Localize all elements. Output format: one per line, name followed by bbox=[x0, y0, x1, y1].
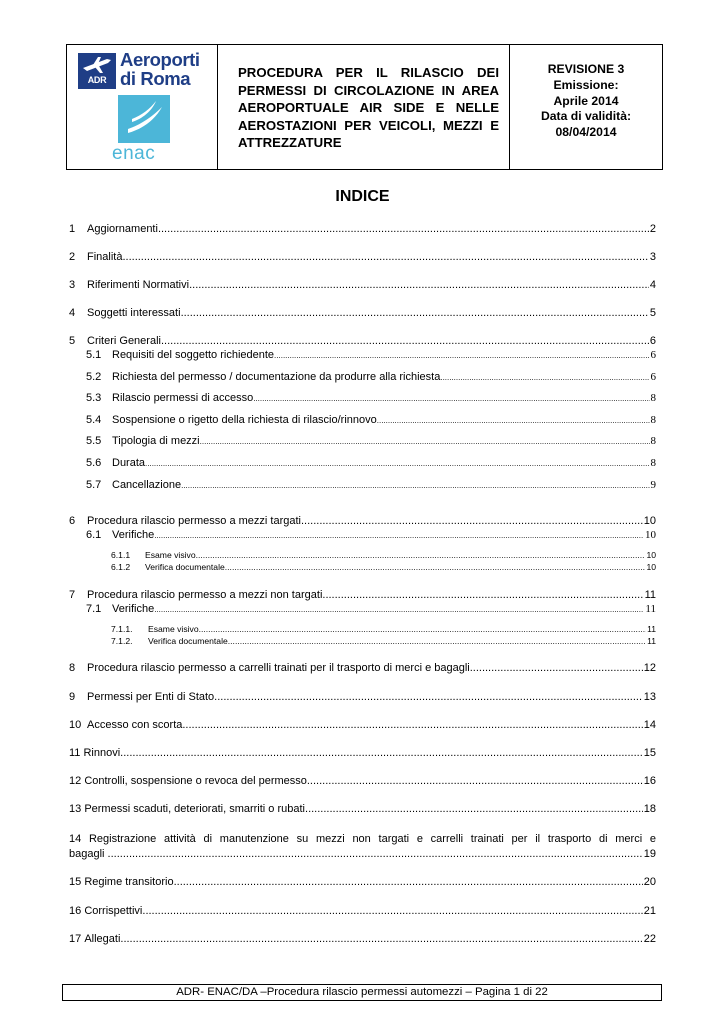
toc-text: Registrazione attività di manutenzione su mezzi non targati e carrelli trainati per il trasporto di merci e bbox=[88, 833, 656, 845]
toc-leader bbox=[440, 373, 649, 382]
toc-page: 11 bbox=[645, 603, 656, 615]
toc-leader bbox=[120, 933, 642, 945]
toc-leader bbox=[307, 775, 643, 787]
toc-leader bbox=[253, 394, 649, 403]
toc-text-continued: bagagli bbox=[69, 848, 105, 860]
toc-number: 4 bbox=[69, 307, 76, 319]
toc-number: 6.1 bbox=[86, 529, 102, 541]
airplane-icon bbox=[81, 56, 113, 74]
toc-leader bbox=[322, 589, 643, 601]
toc-page: 18 bbox=[643, 803, 656, 815]
enac-logo-icon bbox=[118, 95, 170, 143]
toc-entry[interactable] bbox=[69, 933, 656, 945]
toc-text: Tipologia di mezzi bbox=[112, 435, 200, 447]
toc-entry[interactable] bbox=[69, 335, 656, 347]
toc-page: 20 bbox=[643, 876, 656, 888]
toc-number: 5.7 bbox=[86, 479, 102, 491]
toc-page: 19 bbox=[643, 848, 656, 860]
toc-text: Cancellazione bbox=[112, 479, 182, 491]
toc-text: Rilascio permessi di accesso bbox=[112, 392, 254, 404]
toc-number: 5.3 bbox=[86, 392, 102, 404]
page-footer: ADR- ENAC/DA –Procedura rilascio permessi automezzi – Pagina 1 di 22 bbox=[62, 984, 662, 1001]
toc-leader bbox=[182, 719, 642, 731]
toc-text: Esame visivo bbox=[145, 550, 196, 560]
toc-text: Allegati bbox=[84, 933, 121, 945]
toc-text: Controlli, sospensione o revoca del permesso bbox=[84, 775, 307, 787]
toc-text: Procedura rilascio permesso a mezzi non targati bbox=[87, 589, 323, 601]
toc-number: 5.5 bbox=[86, 435, 102, 447]
toc-number: 7.1.2. bbox=[111, 636, 133, 646]
toc-leader bbox=[301, 515, 643, 527]
toc-entry[interactable] bbox=[86, 603, 656, 615]
toc-text: Requisiti del soggetto richiedente bbox=[112, 349, 275, 361]
toc-text: Sospensione o rigetto della richiesta di rilascio/rinnovo bbox=[112, 414, 377, 426]
toc-text: Finalità bbox=[87, 251, 123, 263]
toc-text: Aggiornamenti bbox=[87, 223, 158, 235]
toc-leader bbox=[181, 307, 649, 319]
toc-text: Permessi scaduti, deteriorati, smarriti o rubati. bbox=[84, 803, 309, 815]
toc-leader bbox=[120, 747, 643, 759]
toc-leader bbox=[142, 905, 642, 917]
adr-logo-name bbox=[120, 50, 200, 88]
toc-page: 15 bbox=[643, 747, 656, 759]
toc-leader bbox=[274, 351, 649, 360]
toc-number: 2 bbox=[69, 251, 76, 263]
toc-text: Accesso con scorta bbox=[87, 719, 183, 731]
toc-page: 14 bbox=[643, 719, 656, 731]
toc-number: 3 bbox=[69, 279, 76, 291]
toc-entry[interactable] bbox=[69, 279, 656, 291]
toc-entry[interactable] bbox=[86, 392, 656, 404]
toc-page: 13 bbox=[643, 691, 656, 703]
toc-number: 5.2 bbox=[86, 371, 102, 383]
toc-entry[interactable] bbox=[69, 589, 656, 601]
toc-page: 8 bbox=[650, 435, 656, 447]
toc-text: Rinnovi bbox=[83, 747, 121, 759]
revision-number: REVISIONE 3 bbox=[547, 62, 625, 76]
toc-text: Corrispettivi bbox=[84, 905, 143, 917]
toc-entry[interactable] bbox=[69, 775, 656, 787]
toc-entry[interactable] bbox=[69, 803, 656, 815]
toc-page: 21 bbox=[643, 905, 656, 917]
toc-leader bbox=[199, 624, 646, 634]
toc-text: Verifica documentale bbox=[148, 636, 228, 646]
toc-page: 11 bbox=[647, 624, 656, 634]
toc-number: 11 bbox=[69, 747, 81, 759]
toc-leader bbox=[189, 279, 649, 291]
enac-logo-text: enac bbox=[112, 143, 156, 164]
toc-page: 10 bbox=[646, 550, 656, 560]
toc-entry[interactable] bbox=[86, 457, 656, 469]
toc-text-line1 bbox=[69, 832, 656, 847]
toc-number: 5.4 bbox=[86, 414, 102, 426]
toc-text: Durata bbox=[112, 457, 146, 469]
toc-leader bbox=[161, 335, 649, 347]
toc-leader bbox=[145, 459, 649, 468]
toc-leader bbox=[108, 847, 643, 862]
toc-page: 12 bbox=[643, 662, 656, 674]
toc-page: 22 bbox=[643, 933, 656, 945]
toc-text: Richiesta del permesso / documentazione da produrre alla richiesta bbox=[112, 371, 441, 383]
adr-logo-square bbox=[78, 53, 116, 89]
adr-logo-name-line1: Aeroporti bbox=[120, 49, 200, 70]
toc-entry[interactable] bbox=[69, 747, 656, 759]
toc-text: Regime transitorio bbox=[84, 876, 174, 888]
toc-number: 7.1.1. bbox=[111, 624, 133, 634]
toc-page: 6 bbox=[649, 335, 656, 347]
toc-number: 5 bbox=[69, 335, 76, 347]
document-header bbox=[66, 44, 663, 170]
toc-number: 1 bbox=[69, 223, 76, 235]
toc-entry[interactable] bbox=[69, 515, 656, 527]
toc-leader bbox=[154, 605, 644, 614]
toc-leader bbox=[158, 223, 649, 235]
issue-label: Emissione: bbox=[553, 77, 619, 92]
toc-page: 5 bbox=[649, 307, 656, 319]
toc-number: 7.1 bbox=[86, 603, 102, 615]
logo-cell bbox=[67, 45, 218, 169]
toc-entry[interactable] bbox=[86, 414, 656, 426]
validity-date: 08/04/2014 bbox=[555, 125, 617, 140]
toc-entry[interactable] bbox=[111, 624, 656, 634]
toc-text: Esame visivo bbox=[148, 624, 199, 634]
toc-entry[interactable] bbox=[69, 905, 656, 917]
toc-page: 10 bbox=[645, 529, 656, 541]
toc-text: Verifica documentale bbox=[145, 562, 225, 572]
toc-number: 14 bbox=[69, 833, 82, 845]
toc-text: Soggetti interessati bbox=[87, 307, 181, 319]
adr-logo bbox=[78, 49, 208, 89]
toc-number: 5.1 bbox=[86, 349, 102, 361]
toc-number: 6.1.2 bbox=[111, 562, 131, 572]
toc-entry[interactable] bbox=[111, 562, 656, 572]
toc-page: 16 bbox=[643, 775, 656, 787]
toc-leader bbox=[228, 636, 646, 646]
adr-logo-name-line2: di Roma bbox=[120, 68, 191, 89]
toc-entry[interactable] bbox=[111, 550, 656, 560]
toc-number: 6.1.1 bbox=[111, 550, 131, 560]
toc-page: 2 bbox=[649, 223, 656, 235]
toc-page: 3 bbox=[649, 251, 656, 263]
document-title: PROCEDURA PER IL RILASCIO DEI PERMESSI DI CIRCOLAZIONE IN AREA AEROPORTUALE AIR SIDE E NELLE AEROSTAZIONI PER VEICOLI, MEZZI E ATTREZZATURE bbox=[218, 45, 510, 169]
toc-leader bbox=[308, 803, 643, 815]
toc-entry[interactable] bbox=[86, 529, 656, 541]
toc-entry[interactable] bbox=[86, 349, 656, 361]
toc-page: 8 bbox=[650, 392, 656, 404]
toc-entry[interactable] bbox=[69, 307, 656, 319]
index-title: INDICE bbox=[335, 188, 390, 205]
toc-number: 10 bbox=[69, 719, 82, 731]
toc-page: 9 bbox=[650, 479, 656, 491]
toc-leader bbox=[214, 691, 643, 703]
toc-text: Permessi per Enti di Stato bbox=[87, 691, 215, 703]
toc-leader bbox=[200, 437, 650, 446]
adr-logo-letters: ADR bbox=[87, 75, 107, 85]
toc-entry[interactable] bbox=[69, 832, 656, 862]
toc-number: 16 bbox=[69, 905, 82, 917]
validity-label: Data di validità: bbox=[540, 109, 632, 124]
toc-text: Riferimenti Normativi bbox=[87, 279, 190, 291]
toc-leader bbox=[122, 251, 648, 263]
toc-page: 11 bbox=[644, 589, 656, 601]
toc-text: Procedura rilascio permesso a carrelli trainati per il trasporto di merci e bagagli bbox=[87, 662, 470, 674]
toc-page: 10 bbox=[643, 515, 656, 527]
toc-entry[interactable] bbox=[69, 223, 656, 235]
toc-entry[interactable] bbox=[86, 479, 656, 491]
toc-entry[interactable] bbox=[111, 636, 656, 646]
revision-info bbox=[510, 45, 662, 169]
toc-number: 12 bbox=[69, 775, 82, 787]
toc-entry[interactable] bbox=[86, 435, 656, 447]
toc-page: 4 bbox=[649, 279, 656, 291]
toc-text: Criteri Generali bbox=[87, 335, 161, 347]
toc-leader bbox=[196, 550, 646, 560]
toc-page: 8 bbox=[650, 414, 656, 426]
toc-number: 7 bbox=[69, 589, 76, 601]
toc-number: 8 bbox=[69, 662, 76, 674]
toc-entry[interactable] bbox=[69, 251, 656, 263]
toc-leader bbox=[225, 562, 646, 572]
toc-leader bbox=[470, 662, 643, 674]
toc-page: 6 bbox=[650, 371, 656, 383]
toc-page: 11 bbox=[647, 636, 656, 646]
toc-number: 9 bbox=[69, 691, 76, 703]
toc-leader bbox=[174, 876, 643, 888]
toc-entry[interactable] bbox=[86, 371, 656, 383]
toc-entry[interactable] bbox=[69, 662, 656, 674]
toc-entry[interactable] bbox=[69, 719, 656, 731]
toc-number: 17 bbox=[69, 933, 82, 945]
toc-text: Procedura rilascio permesso a mezzi targati bbox=[87, 515, 301, 527]
toc-leader bbox=[154, 531, 644, 540]
toc-number: 13 bbox=[69, 803, 82, 815]
toc-text-line2 bbox=[69, 847, 656, 862]
toc-page: 8 bbox=[650, 457, 656, 469]
toc-text: Verifiche bbox=[112, 529, 155, 541]
toc-number: 6 bbox=[69, 515, 76, 527]
issue-date: Aprile 2014 bbox=[553, 93, 619, 108]
toc-number: 5.6 bbox=[86, 457, 102, 469]
toc-leader bbox=[181, 481, 649, 490]
toc-number: 15 bbox=[69, 876, 82, 888]
toc-leader bbox=[377, 416, 650, 425]
toc-entry[interactable] bbox=[69, 876, 656, 888]
toc-page: 6 bbox=[650, 349, 656, 361]
toc-page: 10 bbox=[646, 562, 656, 572]
toc-text: Verifiche bbox=[112, 603, 155, 615]
toc-entry[interactable] bbox=[69, 691, 656, 703]
